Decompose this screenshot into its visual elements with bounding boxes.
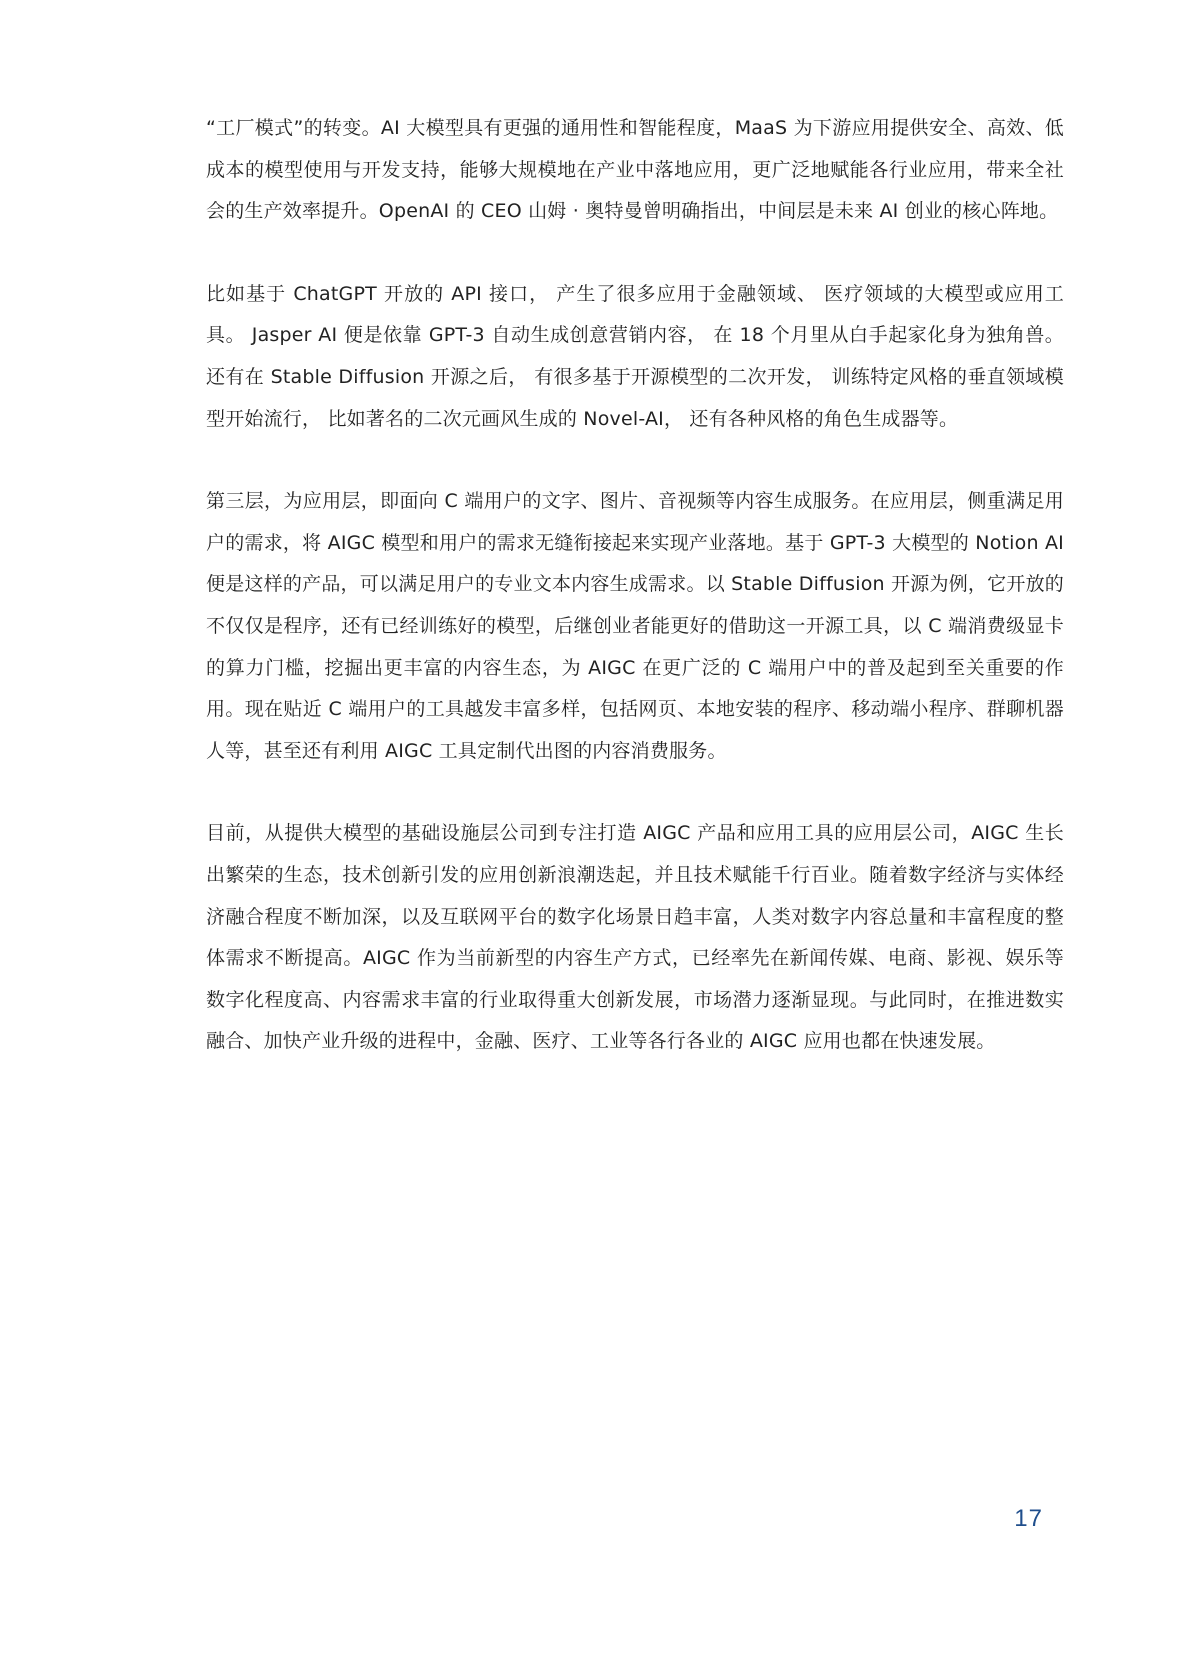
paragraph-2: 比如基于 ChatGPT 开放的 API 接口， 产生了很多应用于金融领域、 医疗领域的大模型或应用工具。 Jasper AI 便是依靠 GPT-3 自动生成创意营销内容， 在 18 个月里从白手起家化身为独角兽。 还有在 Stable Diffusion 开源之后， 有很多基于开源模型的二次开发， 训练特定风格的垂直领域模型开始流行， 比如著名的二次元画风生成的 Novel-AI， 还有各种风格的角色生成器等。 <box>206 282 1064 430</box>
page-number: 17 <box>1014 1505 1043 1532</box>
paragraph-3: 第三层，为应用层，即面向 C 端用户的文字、图片、音视频等内容生成服务。在应用层，侧重满足用户的需求，将 AIGC 模型和用户的需求无缝衔接起来实现产业落地。基于 GPT-3 大模型的 Notion AI 便是这样的产品，可以满足用户的专业文本内容生成需求。以 Stable Diffusion 开源为例，它开放的不仅仅是程序，还有已经训练好的模型，后继创业者能更好的借助这一开源工具，以 C 端消费级显卡的算力门槛，挖掘出更丰富的内容生态，为 AIGC 在更广泛的 C 端用户中的普及起到至关重要的作用。现在贴近 C 端用户的工具越发丰富多样，包括网页、本地安装的程序、移动端小程序、群聊机器人等，甚至还有利用 AIGC 工具定制代出图的内容消费服务。 <box>206 490 1064 762</box>
paragraph-4: 目前，从提供大模型的基础设施层公司到专注打造 AIGC 产品和应用工具的应用层公司，AIGC 生长出繁荣的生态，技术创新引发的应用创新浪潮迭起，并且技术赋能千行百业。随着数字经济与实体经济融合程度不断加深，以及互联网平台的数字化场景日趋丰富，人类对数字内容总量和丰富程度的整体需求不断提高。AIGC 作为当前新型的内容生产方式，已经率先在新闻传媒、电商、影视、娱乐等数字化程度高、内容需求丰富的行业取得重大创新发展，市场潜力逐渐显现。与此同时，在推进数实融合、加快产业升级的进程中，金融、医疗、工业等各行各业的 AIGC 应用也都在快速发展。 <box>206 822 1064 1053</box>
body-text <box>206 108 1064 1063</box>
paragraph-1: “工厂模式”的转变。AI 大模型具有更强的通用性和智能程度，MaaS 为下游应用提供安全、高效、低成本的模型使用与开发支持，能够大规模地在产业中落地应用，更广泛地赋能各行业应用，带来全社会的生产效率提升。OpenAI 的 CEO 山姆 · 奥特曼曾明确指出，中间层是未来 AI 创业的核心阵地。 <box>206 117 1064 223</box>
